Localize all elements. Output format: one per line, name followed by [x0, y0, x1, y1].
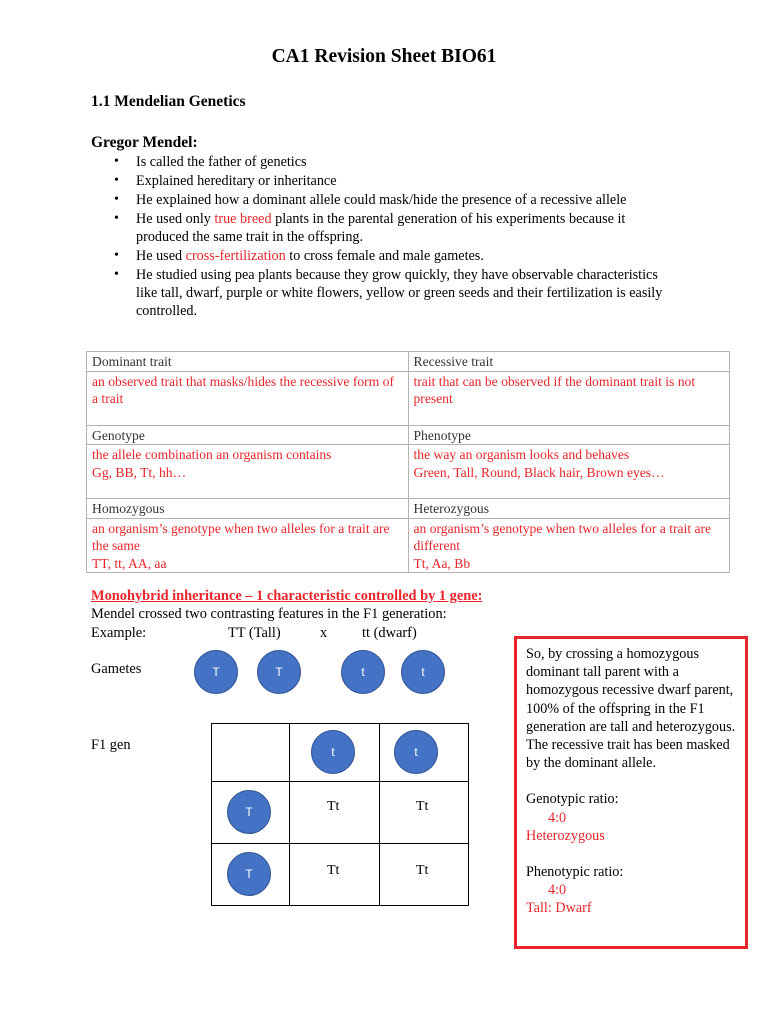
example-label: Example:: [91, 625, 147, 641]
phenotype-definition: the way an organism looks and behaves Green, Tall, Round, Black hair, Brown eyes…: [408, 445, 730, 499]
heterozygous-label: Heterozygous: [408, 499, 730, 519]
genotypic-type: Heterozygous: [526, 827, 605, 844]
phenotypic-type: Tall: Dwarf: [526, 900, 592, 917]
bullet-item: • He used cross-fertilization to cross female and male gametes.: [112, 247, 672, 265]
highlight-cross-fertilization: cross-fertilization: [185, 248, 286, 264]
phenotypic-ratio-label: Phenotypic ratio:: [526, 864, 624, 881]
mendel-bullet-list: [112, 153, 672, 321]
f1-label: F1 gen: [91, 737, 131, 753]
cross-symbol: x: [320, 625, 328, 641]
bullet-item: • Is called the father of genetics: [112, 153, 672, 171]
homozygous-label: Homozygous: [87, 499, 409, 519]
gamete-circle: T: [257, 650, 301, 694]
parent-tall: TT (Tall): [228, 625, 281, 641]
monohybrid-heading: Monohybrid inheritance – 1 characteristic controlled by 1 gene:: [91, 588, 483, 604]
parent-dwarf: tt (dwarf): [362, 625, 417, 641]
summary-note-box: [514, 636, 748, 949]
highlight-true-breed: true breed: [214, 211, 272, 227]
gamete-circle: t: [401, 650, 445, 694]
row-allele-circle: T: [227, 790, 271, 834]
genotype-definition: the allele combination an organism contains Gg, BB, Tt, hh…: [87, 445, 409, 499]
punnett-cell: Tt: [327, 799, 340, 814]
grid-line: [212, 843, 468, 844]
homozygous-definition: an organism’s genotype when two alleles for a trait are the same TT, tt, AA, aa: [87, 518, 409, 573]
grid-line: [289, 724, 290, 905]
gamete-circle: t: [341, 650, 385, 694]
gamete-circle: T: [194, 650, 238, 694]
section-heading: 1.1 Mendelian Genetics: [91, 93, 246, 110]
column-allele-circle: t: [311, 730, 355, 774]
bullet-item: • Explained hereditary or inheritance: [112, 172, 672, 190]
genotype-label: Genotype: [87, 425, 409, 445]
punnett-cell: Tt: [416, 799, 429, 814]
bullet-item: • He studied using pea plants because they grow quickly, they have observable characteristics like tall, dwarf, purple or white flowers, yellow or green seeds and their fertilization is easily controlled.: [112, 266, 672, 320]
subheading-gregor-mendel: Gregor Mendel:: [91, 134, 198, 151]
dominant-trait-label: Dominant trait: [87, 352, 409, 372]
genotypic-ratio-label: Genotypic ratio:: [526, 791, 619, 808]
bullet-item: • He used only true breed plants in the parental generation of his experiments because it produced the same trait in the offspring.: [112, 210, 672, 246]
phenotypic-ratio-value: 4:0: [548, 882, 567, 899]
summary-text: So, by crossing a homozygous dominant tall parent with a homozygous recessive dwarf parent, 100% of the offspring in the F1 generation are tall and heterozygous. The recessive trait has been masked by the dominant allele.: [526, 646, 736, 772]
grid-line: [379, 724, 380, 905]
definitions-table: [86, 351, 730, 573]
punnett-cell: Tt: [416, 863, 429, 878]
punnett-cell: Tt: [327, 863, 340, 878]
phenotype-label: Phenotype: [408, 425, 730, 445]
genotypic-ratio-value: 4:0: [548, 809, 567, 826]
monohybrid-intro: Mendel crossed two contrasting features in the F1 generation:: [91, 606, 447, 622]
grid-line: [212, 781, 468, 782]
column-allele-circle: t: [394, 730, 438, 774]
heterozygous-definition: an organism’s genotype when two alleles for a trait are different Tt, Aa, Bb: [408, 518, 730, 573]
dominant-trait-definition: an observed trait that masks/hides the recessive form of a trait: [87, 371, 409, 425]
recessive-trait-definition: trait that can be observed if the dominant trait is not present: [408, 371, 730, 425]
page-title: CA1 Revision Sheet BIO61: [271, 46, 497, 67]
gametes-label: Gametes: [91, 661, 142, 677]
row-allele-circle: T: [227, 852, 271, 896]
bullet-item: • He explained how a dominant allele could mask/hide the presence of a recessive allele: [112, 191, 672, 209]
recessive-trait-label: Recessive trait: [408, 352, 730, 372]
